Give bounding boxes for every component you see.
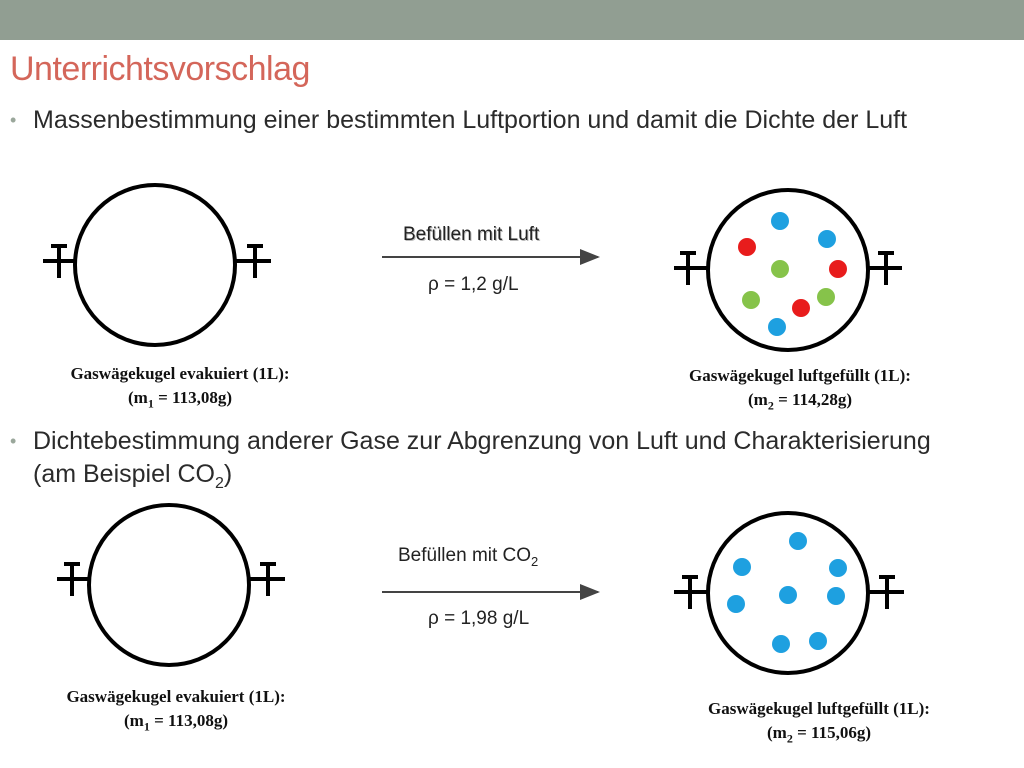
molecule-green	[742, 291, 760, 309]
bullet-dot-icon: •	[10, 431, 17, 451]
bullet-text: Dichtebestimmung anderer Gase zur Abgrenzung von Luft und Charakterisierung (am Beispiel $CO_2$)	[33, 427, 931, 492]
bullet-dot-icon: •	[10, 110, 17, 130]
caption-mass: $(m_1 = 113,08g)$	[124, 711, 228, 734]
molecule-red	[829, 260, 847, 278]
air-molecules	[738, 212, 847, 336]
molecule-red	[792, 299, 810, 317]
caption-title: Gaswägekugel evakuiert (1L):	[70, 364, 290, 383]
caption-filled-1	[650, 364, 950, 417]
molecule-green	[771, 260, 789, 278]
arrow-label-co2: Befüllen mit $CO_2$	[398, 545, 539, 569]
arrow-label-air: Befüllen mit Luft	[403, 224, 540, 245]
caption-title: Gaswägekugel luftgefüllt (1L):	[708, 699, 930, 718]
caption-mass: $(m_2 = 115,06g)$	[767, 723, 871, 746]
molecule-blue	[809, 632, 827, 650]
molecule-blue	[779, 586, 797, 604]
co2-molecules	[727, 532, 847, 653]
molecule-blue	[772, 635, 790, 653]
sphere-evacuated-2	[57, 505, 285, 665]
density-air: ρ = 1,2 g/L	[428, 274, 519, 295]
caption-title: Gaswägekugel luftgefüllt (1L):	[689, 366, 911, 385]
molecule-green	[817, 288, 835, 306]
molecule-blue	[727, 595, 745, 613]
caption-title: Gaswägekugel evakuiert (1L):	[66, 687, 286, 706]
bullet-text: Massenbestimmung einer bestimmten Luftportion und damit die Dichte der Luft	[33, 106, 908, 134]
molecule-blue	[789, 532, 807, 550]
caption-evacuated-1	[30, 362, 330, 415]
molecule-red	[738, 238, 756, 256]
density-co2: ρ = 1,98 g/L	[428, 608, 530, 629]
molecule-blue	[827, 587, 845, 605]
caption-filled-2	[669, 697, 969, 750]
caption-mass: $(m_1 = 113,08g)$	[128, 388, 232, 411]
caption-evacuated-2	[26, 685, 326, 738]
sphere-evacuated-1	[43, 185, 271, 345]
molecule-blue	[768, 318, 786, 336]
molecule-blue	[771, 212, 789, 230]
molecule-blue	[818, 230, 836, 248]
caption-mass: $(m_2 = 114,28g)$	[748, 390, 852, 413]
molecule-blue	[829, 559, 847, 577]
slide-title: Unterrichtsvorschlag	[10, 50, 310, 88]
molecule-blue	[733, 558, 751, 576]
